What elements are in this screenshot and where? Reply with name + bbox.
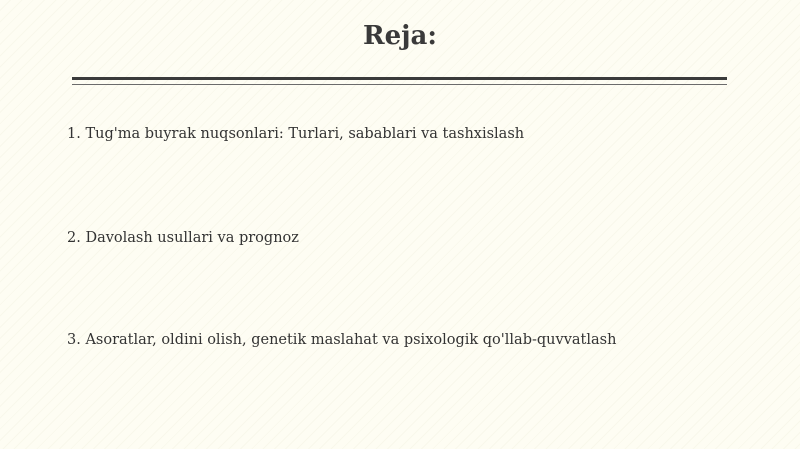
plan-item-1: 1. Tug'ma buyrak nuqsonlari: Turlari, sabablari va tashxislash — [67, 126, 525, 142]
plan-item-3: 3. Asoratlar, oldini olish, genetik maslahat va psixologik qo'llab-quvvatlash — [67, 332, 617, 348]
slide-title: Reja: — [362, 21, 437, 51]
plan-item-2: 2. Davolash usullari va prognoz — [67, 230, 299, 246]
divider-thin-line — [72, 84, 727, 85]
title-divider — [72, 77, 727, 86]
divider-thick-line — [72, 77, 727, 80]
